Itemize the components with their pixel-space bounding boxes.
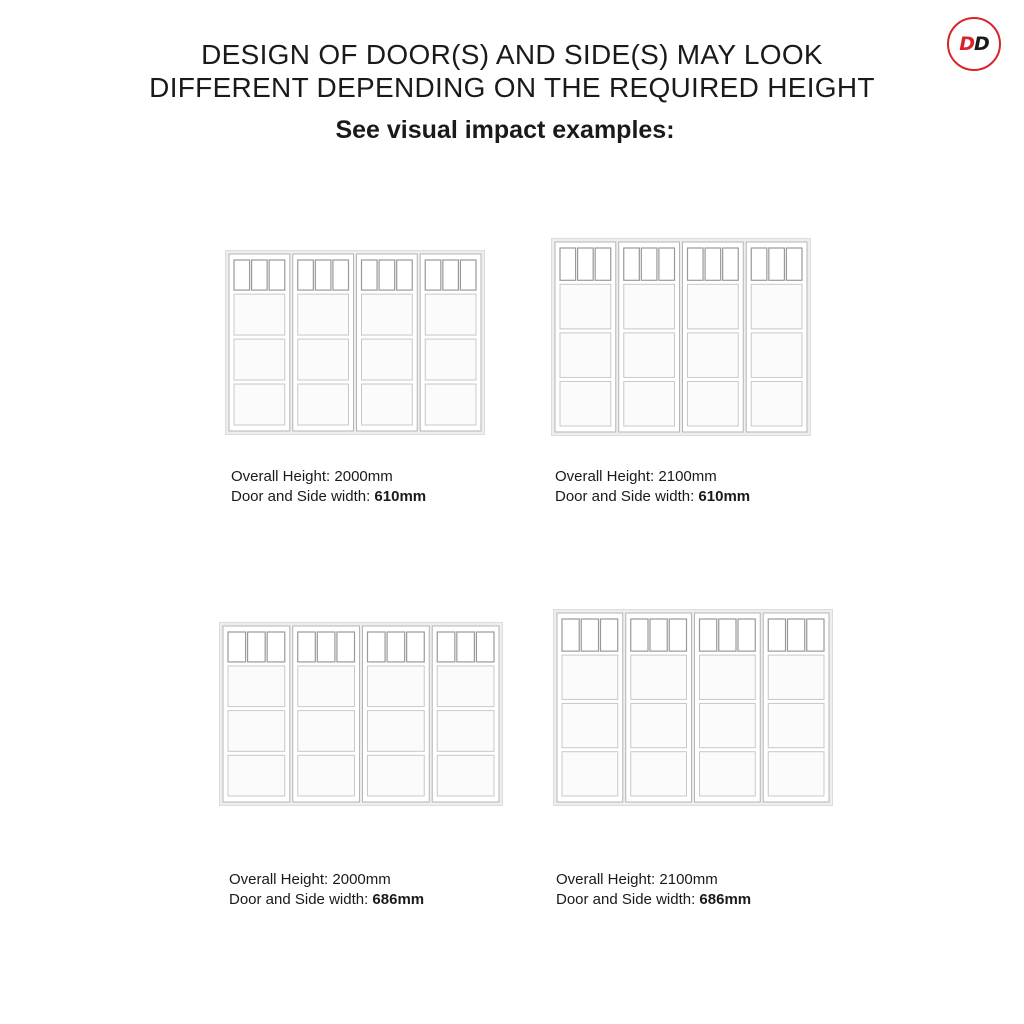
glass-pane bbox=[234, 260, 250, 290]
door-set-illustration bbox=[553, 609, 833, 806]
glass-pane bbox=[751, 248, 767, 280]
door-panel bbox=[557, 613, 623, 802]
glass-pane bbox=[460, 260, 476, 290]
door-panel bbox=[420, 254, 481, 431]
glass-pane bbox=[228, 632, 246, 662]
width-label: Door and Side width: bbox=[231, 488, 371, 505]
glass-pane bbox=[578, 248, 594, 280]
raised-panel bbox=[298, 711, 355, 752]
glass-pane bbox=[387, 632, 405, 662]
glass-pane bbox=[368, 632, 386, 662]
glass-pane bbox=[267, 632, 285, 662]
glass-pane bbox=[769, 248, 785, 280]
glass-pane bbox=[562, 619, 579, 651]
door-set-drawing bbox=[551, 238, 811, 436]
raised-panel bbox=[425, 384, 476, 425]
raised-panel bbox=[437, 755, 494, 796]
raised-panel bbox=[437, 711, 494, 752]
raised-panel bbox=[562, 655, 618, 699]
example-caption bbox=[231, 467, 426, 507]
raised-panel bbox=[688, 284, 739, 329]
raised-panel bbox=[560, 333, 611, 378]
glass-pane bbox=[560, 248, 576, 280]
raised-panel bbox=[560, 381, 611, 426]
raised-panel bbox=[700, 752, 756, 796]
door-set-illustration bbox=[219, 622, 503, 806]
width-line bbox=[229, 890, 424, 910]
glass-pane bbox=[719, 619, 736, 651]
raised-panel bbox=[631, 655, 687, 699]
raised-panel bbox=[368, 666, 425, 707]
logo-letter-left: D bbox=[959, 33, 974, 55]
door-panel bbox=[695, 613, 761, 802]
raised-panel bbox=[298, 339, 349, 380]
raised-panel bbox=[768, 655, 824, 699]
height-line bbox=[555, 467, 750, 487]
door-panel bbox=[293, 626, 360, 802]
glass-pane bbox=[379, 260, 395, 290]
width-line bbox=[556, 890, 751, 910]
glass-pane bbox=[437, 632, 455, 662]
glass-pane bbox=[788, 619, 805, 651]
glass-pane bbox=[650, 619, 667, 651]
door-set-drawing bbox=[219, 622, 503, 806]
height-line bbox=[556, 870, 751, 890]
door-panel bbox=[555, 242, 616, 432]
height-label: Overall Height: bbox=[556, 871, 656, 888]
raised-panel bbox=[228, 666, 285, 707]
raised-panel bbox=[368, 755, 425, 796]
width-line bbox=[555, 487, 750, 507]
raised-panel bbox=[768, 752, 824, 796]
raised-panel bbox=[234, 339, 285, 380]
raised-panel bbox=[631, 703, 687, 747]
raised-panel bbox=[425, 339, 476, 380]
raised-panel bbox=[700, 655, 756, 699]
width-label: Door and Side width: bbox=[556, 891, 696, 908]
raised-panel bbox=[751, 284, 802, 329]
raised-panel bbox=[751, 381, 802, 426]
raised-panel bbox=[234, 294, 285, 335]
glass-pane bbox=[337, 632, 355, 662]
door-panel bbox=[619, 242, 680, 432]
glass-pane bbox=[723, 248, 739, 280]
raised-panel bbox=[751, 333, 802, 378]
raised-panel bbox=[688, 333, 739, 378]
width-label: Door and Side width: bbox=[555, 488, 695, 505]
raised-panel bbox=[688, 381, 739, 426]
door-set-illustration bbox=[225, 250, 485, 435]
height-value: 2100mm bbox=[658, 468, 717, 485]
door-set-illustration bbox=[551, 238, 811, 436]
height-label: Overall Height: bbox=[231, 468, 331, 485]
raised-panel bbox=[700, 703, 756, 747]
glass-pane bbox=[581, 619, 598, 651]
glass-pane bbox=[476, 632, 494, 662]
width-value: 610mm bbox=[698, 488, 751, 505]
example-caption bbox=[556, 870, 751, 910]
height-label: Overall Height: bbox=[555, 468, 655, 485]
raised-panel bbox=[562, 703, 618, 747]
height-line bbox=[231, 467, 426, 487]
raised-panel bbox=[362, 294, 413, 335]
width-value: 610mm bbox=[374, 488, 427, 505]
height-value: 2000mm bbox=[332, 871, 391, 888]
door-panel bbox=[229, 254, 290, 431]
glass-pane bbox=[315, 260, 331, 290]
example-caption bbox=[555, 467, 750, 507]
glass-pane bbox=[659, 248, 675, 280]
raised-panel bbox=[562, 752, 618, 796]
door-panel bbox=[683, 242, 744, 432]
glass-pane bbox=[248, 632, 266, 662]
raised-panel bbox=[228, 711, 285, 752]
door-set-drawing bbox=[225, 250, 485, 435]
raised-panel bbox=[298, 666, 355, 707]
glass-pane bbox=[317, 632, 335, 662]
example-caption bbox=[229, 870, 424, 910]
glass-pane bbox=[624, 248, 640, 280]
height-value: 2100mm bbox=[659, 871, 718, 888]
height-value: 2000mm bbox=[334, 468, 393, 485]
glass-pane bbox=[768, 619, 785, 651]
raised-panel bbox=[298, 384, 349, 425]
glass-pane bbox=[700, 619, 717, 651]
height-label: Overall Height: bbox=[229, 871, 329, 888]
glass-pane bbox=[641, 248, 657, 280]
glass-pane bbox=[298, 260, 314, 290]
width-label: Door and Side width: bbox=[229, 891, 369, 908]
raised-panel bbox=[624, 284, 675, 329]
door-panel bbox=[223, 626, 290, 802]
glass-pane bbox=[425, 260, 441, 290]
width-value: 686mm bbox=[372, 891, 425, 908]
raised-panel bbox=[228, 755, 285, 796]
glass-pane bbox=[407, 632, 425, 662]
door-panel bbox=[746, 242, 807, 432]
glass-pane bbox=[786, 248, 802, 280]
raised-panel bbox=[631, 752, 687, 796]
raised-panel bbox=[362, 339, 413, 380]
door-panel bbox=[357, 254, 418, 431]
raised-panel bbox=[362, 384, 413, 425]
glass-pane bbox=[601, 619, 618, 651]
width-line bbox=[231, 487, 426, 507]
door-panel bbox=[626, 613, 692, 802]
raised-panel bbox=[560, 284, 611, 329]
heading-line-1: DESIGN OF DOOR(S) AND SIDE(S) MAY LOOK bbox=[201, 39, 823, 70]
door-panel bbox=[432, 626, 499, 802]
glass-pane bbox=[631, 619, 648, 651]
glass-pane bbox=[688, 248, 704, 280]
glass-pane bbox=[298, 632, 316, 662]
glass-pane bbox=[457, 632, 475, 662]
glass-pane bbox=[397, 260, 413, 290]
door-panel bbox=[363, 626, 430, 802]
raised-panel bbox=[298, 294, 349, 335]
glass-pane bbox=[595, 248, 611, 280]
door-set-drawing bbox=[553, 609, 833, 806]
height-line bbox=[229, 870, 424, 890]
door-panel bbox=[763, 613, 829, 802]
glass-pane bbox=[362, 260, 378, 290]
page-subtitle: See visual impact examples: bbox=[335, 116, 675, 144]
raised-panel bbox=[768, 703, 824, 747]
logo-letter-right: D bbox=[974, 33, 989, 55]
glass-pane bbox=[443, 260, 459, 290]
raised-panel bbox=[368, 711, 425, 752]
glass-pane bbox=[705, 248, 721, 280]
glass-pane bbox=[669, 619, 686, 651]
glass-pane bbox=[738, 619, 755, 651]
door-panel bbox=[293, 254, 354, 431]
raised-panel bbox=[425, 294, 476, 335]
raised-panel bbox=[624, 333, 675, 378]
raised-panel bbox=[234, 384, 285, 425]
width-value: 686mm bbox=[699, 891, 752, 908]
raised-panel bbox=[437, 666, 494, 707]
raised-panel bbox=[298, 755, 355, 796]
glass-pane bbox=[807, 619, 824, 651]
page-heading bbox=[0, 38, 1024, 104]
brand-logo bbox=[947, 17, 1001, 71]
glass-pane bbox=[333, 260, 349, 290]
glass-pane bbox=[269, 260, 285, 290]
glass-pane bbox=[252, 260, 268, 290]
heading-line-2: DIFFERENT DEPENDING ON THE REQUIRED HEIGHT bbox=[149, 72, 875, 103]
raised-panel bbox=[624, 381, 675, 426]
